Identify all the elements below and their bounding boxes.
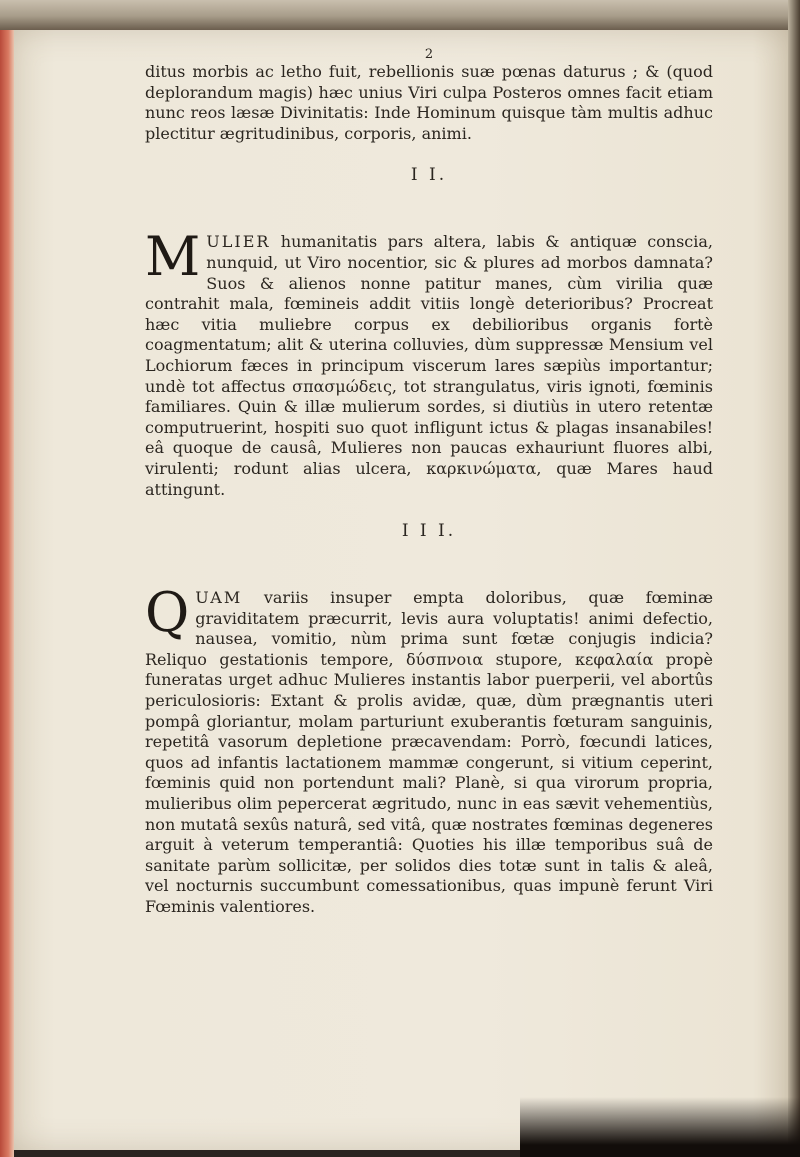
right-page-edge (788, 0, 800, 1157)
drop-cap-m: M (145, 225, 201, 289)
page-number: 2 (424, 47, 434, 62)
section-2-paragraph (145, 225, 713, 500)
bottom-shadow (520, 1097, 800, 1157)
section-3-paragraph (145, 581, 713, 918)
section-heading-3: I I I. (401, 521, 457, 542)
section-3-lead-word: UAM (195, 588, 243, 608)
opening-paragraph: ditus morbis ac letho fuit, rebellionis suæ pœnas daturus ; & (quod deplorandum magis) hæc unius Viri culpa Posteros omnes facit etiam nunc reos læsæ Divinitatis: Inde Hominum quisque tàm multis adhuc plectitur ægritudinibus, corporis, animi. (145, 62, 713, 143)
section-2-text: humanitatis pars altera, labis & antiquæ conscia, nunquid, ut Viro nocentior, sic & plures ad morbos damnata? Suos & alienos nonne patitur manes, cùm virilia quæ contrahit mala, fœmineis addit vitiis longè deterioribus? Procreat hæc vitia muliebre corpus ex debilioribus organis fortè coagmentatum; alit & uterina colluvies, dùm suppressæ Mensium vel Lochiorum fæces in principum viscerum lares sæpiùs importantur; undè tot affectus σπασμώδεις, tot strangulatus, viris ignoti, fœminis familiares. Quin & illæ mulierum sordes, si diutiùs in utero retentæ computruerint, hospiti suo quot infligunt ictus & plagas insanabiles! eâ quoque de causâ, Mulieres non paucas exhauriunt fluores albi, virulenti; rodunt alias ulcera, καρκινώματα, quæ Mares haud attingunt. (145, 232, 713, 499)
left-binding-edge (0, 30, 14, 1157)
page-text (145, 48, 713, 918)
section-heading-2: I I. (410, 165, 448, 186)
drop-cap-q: Q (145, 581, 190, 645)
section-3-text: variis insuper empta doloribus, quæ fœminæ graviditatem præcurrit, levis aura voluptatis! animi defectio, nausea, vomitio, nùm prima sunt fœtæ conjugis indicia? Reliquo gestationis tempore, δύσπνοια stupore, κεφαλαία propè funeratas urget adhuc Mulieres instantis labor puerperii, vel abortûs periculosioris: Extant & prolis avidæ, quæ, dùm prægnantis uteri pompâ gloriantur, molam parturiunt exuberantis fœturam sanguinis, repetitâ vasorum depletione præcavendam: Porrò, fœcundi latices, quos ad infantis lactationem mammæ congerunt, si vitium ceperint, fœminis quid non portendunt mali? Planè, si qua virorum propria, mulieribus olim pepercerat ægritudo, nunc in eas sævit vehementiùs, non mutatâ sexûs naturâ, sed vitâ, quæ nostrates fœminas degeneres arguit à veterum temperantiâ: Quoties his illæ temporibus suâ de sanitate parùm sollicitæ, per solidos dies totæ sunt in talis & aleâ, vel nocturnis succumbunt comessationibus, quas impunè ferunt Viri Fœminis valentiores. (145, 588, 713, 916)
section-2-lead-word: ULIER (206, 232, 271, 252)
